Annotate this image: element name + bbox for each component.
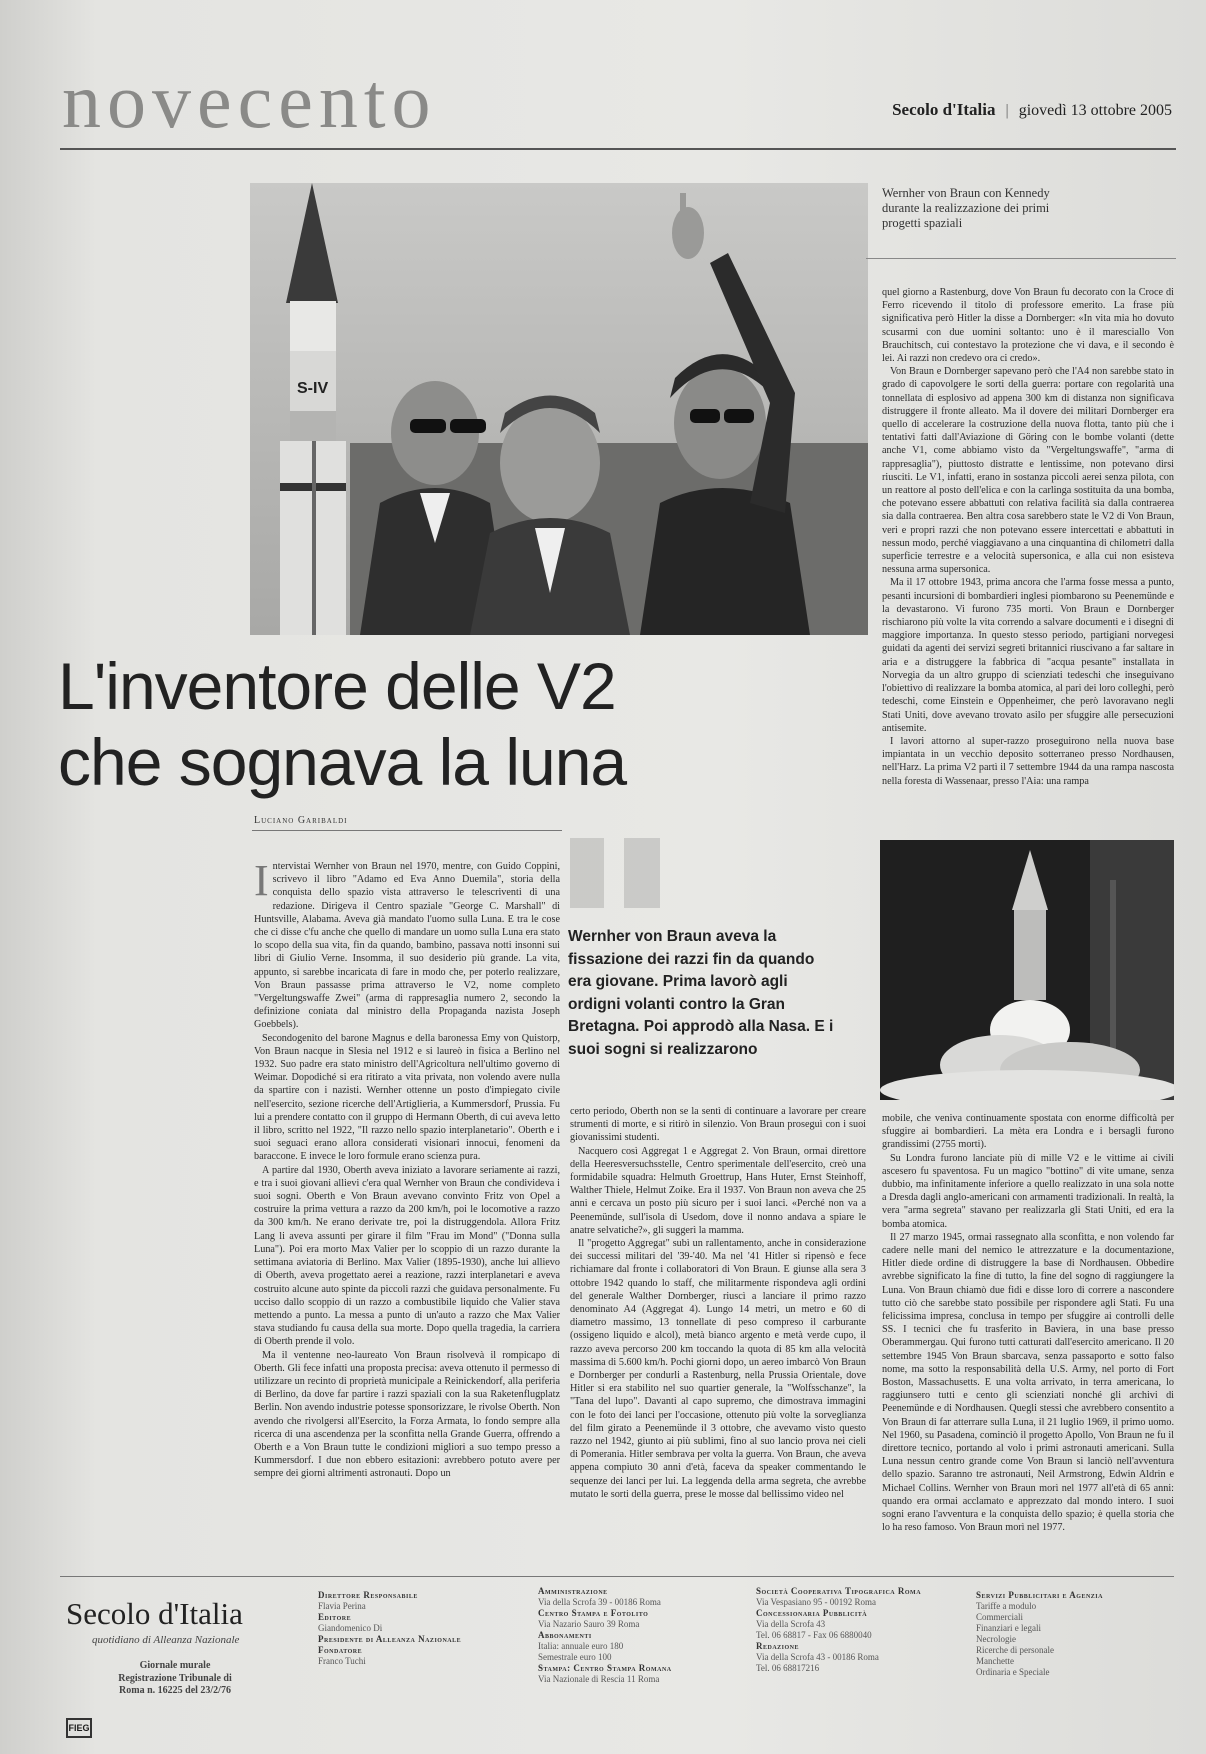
footer-line: Via Nazionale di Rescia 11 Roma xyxy=(538,1674,660,1684)
paragraph: ntervistai Wernher von Braun nel 1970, mentre, con Guido Coppini, scrivevo il libro "Adamo ed Eva Anno Duemila", storia della conquista dello spazio vista attraverso le telescriventi di una redazione. Dirigeva il Centro spaziale "George C. Marshall" di Huntsville, Alabama. Aveva già mandato l'uomo sulla Luna. E tra le cose che ci disse c'fu anche che quello di mandare un uomo sulla Luna era stato lo scopo della sua vita, fin da quando, bambino, passava notti insonni sui libri di Giulio Verne. Insomma, il suo desiderio più grande. La vita, appunto, si sarebbe incaricata di fare in modo che, per poterlo realizzare, Von Braun passasse prima attraverso le V2, nome completo "Vergeltungswaffe Zwei" (arma di rappresaglia numero 2, secondo la definizione coniata dal ministro della Propaganda nazista Joseph Goebbels). xyxy=(254,861,560,1031)
footer-line: Tel. 06 68817216 xyxy=(756,1663,820,1673)
quote-mark-icon xyxy=(570,838,660,908)
footer-line: Editore xyxy=(318,1612,352,1622)
paragraph: Il "progetto Aggregat" subì un rallentamento, anche in considerazione dei successi militari del '39-'40. Ma nel '41 Hitler si ripensò e fece richiamare dal fronte i collaboratori di Von Braun. E giunse alla sera 3 ottobre 1942 quando lo staff, che militarmente rispondeva agli ordini del generale Walther Dornberger, riuscì a lanciare il primo razzo denominato A4 (Aggregat 4). Lungo 14 metri, un metro e 60 di diametro massimo, 13 tonnellate di peso compreso il carburante (ossigeno liquido e alcol), metà bianco argento e metà verde cupo, il razzo aveva percorso 200 km toccando la quota di 85 km alla velocità massima di 5.600 km/h. Pochi giorni dopo, un aereo imbarcò Von Braun e Dornberger per condurli a Rastenburg, nella Prussia Orientale, dove Hitler si era stabilito nel suo quartier generale, la "Wolfsschanze", la "Tana del lupo". Davanti al capo supremo, che dimostrava immagini con le foto dei lanci per l'occasione, ottenuto più volte la sorveglianza del film girato a Peenemünde il 3 ottobre, che avevamo visto questo razzo nel 1942, giunto ai più sublimi, fino al suo lancio prova nei cieli di Pomerania. Hitler sembrava per volta la guerra. Von Braun, che aveva appena compiuto 30 anni d'età, faceva da speaker commentando le sequenze dei lanci per lui. La leggenda della arma segreta, che avrebbe mutato le sorti della guerra, prese le mosse dal bellissimo video nel xyxy=(570,1238,866,1500)
byline-rule xyxy=(252,830,562,831)
footer-line: Abbonamenti xyxy=(538,1630,592,1640)
paragraph: Su Londra furono lanciate più di mille V2 e le vittime ai civili ascesero fu spaventosa. Fu un magico "bottino" di vite umane, senza dubbio, ma infinitamente inferiore a quello realizzato in una sola notte a Dresda dagli anglo-americani con armamenti tradizionali. In realtà, la vera "arma segreta" stavano per realizzarla gli Stati Uniti, ed era la bomba atomica. xyxy=(882,1152,1174,1230)
drop-cap: I xyxy=(254,860,269,905)
photo-caption: Wernher von Braun con Kennedy durante la realizzazione dei primi progetti spaziali xyxy=(882,186,1050,230)
paragraph: Ma il ventenne neo-laureato Von Braun risolvevà il rompicapo di Oberth. Gli fece infatti una proposta precisa: aveva ottenuto il permesso di utilizzare un recinto di proprietà municipale a Reinickendorf, alla periferia di Berlino, da dove far partire i razzi spaziali con la sua Raketenflugplatz Berlin. Non avendo industrie potesse sponsorizzare, le rivolse Oberth. Non avendo che rivolgersi all'Esercito, la Forza Armata, lo fondo sempre alla ricerca di una ascendenza per la sconfitta nella Grande Guerra, offrendo a Oberth e a Von Braun tutte le condizioni migliori a suo tempo presso a Kummersdorf. I due non ebbero esitazioni: avrebbero potuto avere per sempre dei giorni altrimenti astronauti. Dopo un xyxy=(254,1349,560,1480)
rocket-launch-image xyxy=(880,840,1174,1100)
paragraph: Secondogenito del barone Magnus e della baronessa Emy von Quistorp, Von Braun nacque in Slesia nel 1912 e si laureò in fisica a Berlino nel 1932. Suo padre era stato ministro dell'Agricoltura nell'ultimo governo di Weimar. Dopodiché si era ritirato a vita privata, non volendo avere nulla da spartire con i nazisti. Wernher ottenne un posto d'impiegato civile nell'esercito, sezione ricerche dell'Artiglieria, a Kummersdorf, Prussia. Fu lui a prendere contatto con il gruppo di Hermann Oberth, di cui aveva letto il libro, scritto nel 1922, "Il razzo nello spazio interplanetario". Oberth e i suoi seguaci erano allora considerati visionari innocui, fenomeni da baraccone. E invece le loro formule erano scienza pura. xyxy=(254,1032,560,1163)
footer-block-heading: Servizi Pubblicitari e Agenzia xyxy=(976,1590,1103,1600)
paragraph: certo periodo, Oberth non se la sentì di continuare a lavorare per creare strumenti di morte, e si ritirò in silenzio. Von Braun proseguì con i suoi giovanissimi studenti. xyxy=(570,1106,866,1144)
rocket-label: S-IV xyxy=(297,380,329,397)
footer-line: Ordinaria e Speciale xyxy=(976,1667,1050,1677)
footer-registration: Giornale murale Registrazione Tribunale di Roma n. 16225 del 23/2/76 xyxy=(118,1660,232,1696)
section-title: novecento xyxy=(62,57,437,144)
footer-line: Centro Stampa e Fotolito xyxy=(538,1608,649,1618)
footer-line: Concessionaria Pubblicità xyxy=(756,1608,868,1618)
footer-line: Italia: annuale euro 180 xyxy=(538,1641,624,1651)
footer-line: Commerciali xyxy=(976,1612,1023,1622)
footer-line: Manchette xyxy=(976,1656,1014,1666)
footer-line: Tariffe a modulo xyxy=(976,1601,1037,1611)
footer-block-ads xyxy=(976,1590,1172,1678)
footer-line: Necrologie xyxy=(976,1634,1016,1644)
footer-line: Flavia Perina xyxy=(318,1601,366,1611)
article-column-4 xyxy=(882,1112,1174,1550)
footer-block-heading: Società Cooperativa Tipografica Roma xyxy=(756,1586,922,1596)
masthead-rule xyxy=(60,148,1176,150)
footer-subtitle: quotidiano di Alleanza Nazionale xyxy=(92,1634,240,1646)
issue-date: giovedì 13 ottobre 2005 xyxy=(1018,102,1172,119)
paper-name: Secolo d'Italia xyxy=(892,100,996,119)
article-column-1 xyxy=(254,860,560,1550)
paragraph: Nacquero così Aggregat 1 e Aggregat 2. Von Braun, ormai direttore della Heeresversuchsstelle, Centro sperimentale dell'esercito, creò una formidabile squadra: Helmuth Groettrup, Hans Huter, Ernst Steinhoff, Walther Thiele, Helmut Zoike. Era il 1937. Von Braun non aveva che 25 anni e cercava un posto più sicuro per i suoi lanci. «Perché non va a Peenemünde, sull'isola di Usedom, dove il nonno andava a spiare le anatre selvatiche?», gli suggerì la mamma. xyxy=(570,1145,866,1236)
footer-line: Via Nazario Sauro 39 Roma xyxy=(538,1619,640,1629)
footer-block-heading: Direttore Responsabile xyxy=(318,1590,418,1600)
paragraph: Von Braun e Dornberger sapevano però che l'A4 non sarebbe stato in grado di capovolgere le sorti della guerra: portare con regolarità una tonnellata di esplosivo ad appena 300 km di distanza non significava distruggere il fronte alleato. Ma il dovere dei militari Dornberger era quello di accelerare la costruzione della nuova flotta, tanto più che i tentativi fatti dall'Aviazione di Göring con le bombe volanti (dette anche V1, come abbiamo visto da "Vergeltungswaffe", "arma di rappresaglia"), piuttosto distratte e lentissime, non potevano dirsi riusciti. Le V1, infatti, erano in sostanza piccoli aerei senza pilota, con un reattore al posto dell'elica e con la carlinga sostituita da una bomba, che potevano essere abbattuti con relativa facilità sia dalla contraerea sia dalla contraerea. Ben altra cosa sarebbero state le V2 di Von Braun, veri e propri razzi che non potevano essere intercettati e abbattuti in nessun modo, perché viaggiavano a una cinquantina di chilometri dalla superficie terrestre e a velocità supersonica, e alla cui non esisteva nessuna arma supersonica. xyxy=(882,366,1174,576)
footer-line: Redazione xyxy=(756,1641,800,1651)
caption-rule xyxy=(866,258,1176,259)
headline-line-2: che sognava la luna xyxy=(58,725,627,799)
footer-line: Stampa: Centro Stampa Romana xyxy=(538,1663,672,1673)
paragraph: Ma il 17 ottobre 1943, prima ancora che l'arma fosse messa a punto, pesanti incursioni di bombardieri inglesi piombarono su Peenemünde e la devastarono. Vi furono 735 morti. Von Braun e Dornberger rischiarono più volte la vita correndo a salvare documenti e i disegni di maggiore importanza. In questo stesso periodo, partigiani norvegesi guidati da agenti dei servizi segreti britannici riuscivano a far saltare in aria e a distruggere la fabbrica di "acqua pesante" installata in Norvegia da un altro gruppo di scienziati tedeschi che inseguivano l'obiettivo di realizzare la bomba atomica, al pari dei loro colleghi, però tedeschi, come Einstein e Oppenheimer, che però lavoravano negli Stati Uniti, dove avevano trovato asilo per sfuggire alle persecuzioni antisemite. xyxy=(882,577,1174,734)
footer-line: Finanziari e legali xyxy=(976,1623,1041,1633)
article-headline xyxy=(58,648,848,800)
footer-line: Via della Scrofa 43 - 00186 Roma xyxy=(756,1652,879,1662)
article-column-2 xyxy=(570,1105,866,1550)
footer-rule xyxy=(60,1576,1174,1577)
footer-line: Giandomenico Di xyxy=(318,1623,383,1633)
masthead-separator: | xyxy=(1005,102,1009,119)
paragraph: mobile, che veniva continuamente spostata con enorme difficoltà per sfuggire ai bombardieri. La mèta era Londra e i bersagli furono grandissimi (2755 morti). xyxy=(882,1113,1174,1151)
footer-block-direction xyxy=(318,1590,518,1667)
masthead-info xyxy=(892,100,1172,120)
footer-line: Fondatore xyxy=(318,1645,363,1655)
paragraph: I lavori attorno al super-razzo proseguirono nella nuova base impiantata in un vecchio deposito sotterraneo presso Nordhausen, nell'Harz. La prima V2 partì il 7 settembre 1944 da una rampa nascosta nella foresta di Wassenaar, presso l'Aia: una rampa xyxy=(882,735,1174,787)
footer-line: Semestrale euro 100 xyxy=(538,1652,612,1662)
footer-line: Via della Scrofa 43 xyxy=(756,1619,826,1629)
kennedy-von-braun-photo xyxy=(250,183,868,635)
pull-quote: Wernher von Braun aveva la fissazione dei razzi fin da quando era giovane. Prima lavorò agli ordigni volanti contro la Gran Bretagna. Poi approdò alla Nasa. E i suoi sogni si realizzarono xyxy=(568,928,834,1058)
byline: Luciano Garibaldi xyxy=(254,815,348,826)
main-photo xyxy=(250,183,868,635)
footer-line: Tel. 06 68817 - Fax 06 6880040 xyxy=(756,1630,872,1640)
footer-line: Via Vespasiano 95 - 00192 Roma xyxy=(756,1597,877,1607)
footer-block-heading: Amministrazione xyxy=(538,1586,608,1596)
footer-logo: Secolo d'Italia xyxy=(66,1596,243,1631)
paragraph: quel giorno a Rastenburg, dove Von Braun fu decorato con la Croce di Ferro ricevendo il titolo di professore emerito. La frase più significativa però Hitler la disse a Dornberger: «In vita mia ho dovuto scusarmi con due uomini soltanto: uno è il maresciallo Von Brauchitsch, cui contestavo la protezione che vi dava, e il secondo è lei. Ai razzi non credevo ora ci credo». xyxy=(882,287,1174,365)
footer-block-admin xyxy=(538,1586,728,1685)
headline-line-1: L'inventore delle V2 xyxy=(58,649,616,723)
footer-line: Ricerche di personale xyxy=(976,1645,1054,1655)
paragraph: A partire dal 1930, Oberth aveva iniziato a lavorare seriamente ai razzi, e tra i suoi giovani allievi c'era qual Wernher von Braun che condivideva i suoi sogni. Oberth e Von Braun avevano convinto Fritz von Opel a costruire la prima vettura a razzo da 200 km/h, poi le locomotive a razzo da 300 km/h. Ne erano derivate tre, poi la distruggendola. Allora Fritz Lang li aveva assunti per girare il film "Frau im Mond" ("Donna sulla Luna"). Poi era morto Max Valier per lo scoppio di un razzo durante la settimana aviatoria di Berlino. Max Valier (1895-1930), anche lui allievo di Oberth, aveva progettato aerei a reazione, razzi interplanetari e aveva costruito alcune auto spinte da piccoli razzi che guidava personalmente. Fu ucciso dallo scoppio di un razzo a combustibile liquido che Valier stava mettendo a punto. La messa a punto di un'auto a razzo che Max Valier stava studiando fu causa della sua morte. Dopo quella tragedia, la carriera di Oberth prende il volo. xyxy=(254,1164,560,1348)
footer-line: Via della Scrofa 39 - 00186 Roma xyxy=(538,1597,661,1607)
footer-line: Presidente di Alleanza Nazionale xyxy=(318,1634,462,1644)
footer-block-typography xyxy=(756,1586,956,1674)
paragraph: Il 27 marzo 1945, ormai rassegnato alla sconfitta, e non volendo far cadere nelle mani del nemico le attrezzature e la documentazione, Hitler diede ordine di distruggere la base di Nordhausen. Obbedire avrebbe significato la fine di tutto, la fine del sogno di raggiungere la Luna. Von Braun chiamò due fidi e disse loro di correre a nascondere tutto ciò che sarebbe stato possibile per rispondere agli Stati. Fu una felicissima impresa, conclusa in tempo per sfuggire ai controlli delle SS. I tecnici che fu trasferito in Baviera, in una base presso Oberammergau. Qui furono tutti catturati dall'esercito americano. Il 20 settembre 1945 Von Braun sbarcava, senza passaporto e sotto falso nome, ma sotto la responsabilità della U.S. Army, nel porto di Fort Boston, Massachusetts. E una volta arrivato, in terra americana, lo raggiunsero tutti e cento gli scienziati nonché gli archivi di Peenemünde e di Nordhausen. Quegli stessi che avrebbero consentito a Von Braun di far atterrare sulla Luna, il 21 luglio 1969, il primo uomo. Nel 1960, su Pasadena, cominciò il progetto Apollo, Von Braun ne fu il direttore tecnico, portando al volo i primi astronauti americani. Sulla Luna nessun centro grande come Von Braun si lanciò nell'avventura dello spazio. Saranno tre astronauti, Neil Armstrong, Edwin Aldrin e Michael Collins. Wernher von Braun morì nel 1977 all'età di 65 anni: quando era ormai acclamato e apprezzato dal mondo intero. I suoi sogni erano l'avventura e la conquista dello spazio; è quella storia che lo ha reso famoso. Von Braun morì nel 1977. xyxy=(882,1231,1174,1534)
article-column-3 xyxy=(882,286,1174,826)
footer-line: Franco Tuchi xyxy=(318,1656,366,1666)
rocket-launch-photo xyxy=(880,840,1174,1100)
fieg-logo-icon: FIEG xyxy=(66,1718,92,1738)
